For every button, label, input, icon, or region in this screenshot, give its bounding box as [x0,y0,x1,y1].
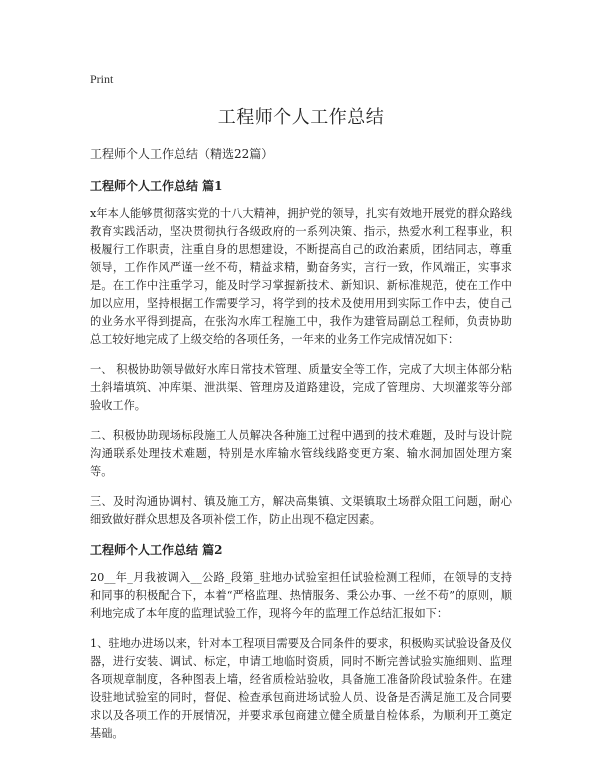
paragraph: 二、积极协助现场标段施工人员解决各种施工过程中遇到的技术难题，及时与设计院沟通联系处理技术难题，特别是水库输水管线线路变更方案、输水洞加固处理方案等。 [90,429,512,478]
section-heading: 工程师个人工作总结 篇1 [90,179,223,193]
paragraph: 1、驻地办进场以来，针对本工程项目需要及合同条件的要求，积极购买试验设备及仪器，进行安装、调试、标定，申请工地临时资质，同时不断完善试验实施细则、监理各项规章制度，各种图表上墙，经省质检站验收，具备施工准备阶段试验条件。在建设驻地试验室的同时，督促、检查承包商进场试验人员、设备是否满足施工及合同要求以及各项工作的开展情况，并要求承包商建立健全质量自检体系，为顺利开工奠定基础。 [90,637,512,740]
print-link[interactable]: Print [90,72,114,86]
paragraph: 一、 积极协助领导做好水库日常技术管理、质量安全等工作，完成了大坝主体部分粘土斜墙填筑、冲库渠、泄洪渠、管理房及道路建设，完成了管理房、大坝灌浆等分部验收工作。 [90,363,512,412]
document-subtitle: 工程师个人工作总结（精选22篇） [90,147,274,161]
paragraph: x年本人能够贯彻落实党的十八大精神，拥护党的领导，扎实有效地开展党的群众路线教育实践活动，坚决贯彻执行各级政府的一系列决策、指示，热爱水利工程事业，积极履行工作职责，注重自身的思想建设，不断提高自己的政治素质，团结同志，尊重领导，工作作风严谨一丝不苟，精益求精，勤奋务实，言行一致，作风端正，实事求是。在工作中注重学习，能及时学习掌握新技术、新知识、新标准规范，使在工作中加以应用，坚持根据工作需要学习，将学到的技术及使用用到实际工作中去，使自己的业务水平得到提高，在张沟水库工程施工中，我作为建管局副总工程师，负责协助总工较好地完成了上级交给的各项任务，一年来的业务工作完成情况如下： [90,207,512,346]
paragraph: 三、及时沟通协调村、镇及施工方，解决高集镇、文渠镇取土场群众阻工问题，耐心细致做好群众思想及各项补偿工作，防止出现不稳定因素。 [90,495,512,526]
section-1 [90,177,512,529]
section-heading: 工程师个人工作总结 篇2 [90,543,223,557]
page-title: 工程师个人工作总结 [217,107,385,128]
paragraph: 20__年_月我被调入__公路_段第_驻地办试验室担任试验检测工程师，在领导的支持和同事的积极配合下，本着“严格监理、热情服务、秉公办事、一丝不苟”的原则，顺利地完成了本年度的监理试验工作，现将今年的监理工作总结汇报如下： [90,571,512,620]
section-2 [90,541,512,743]
